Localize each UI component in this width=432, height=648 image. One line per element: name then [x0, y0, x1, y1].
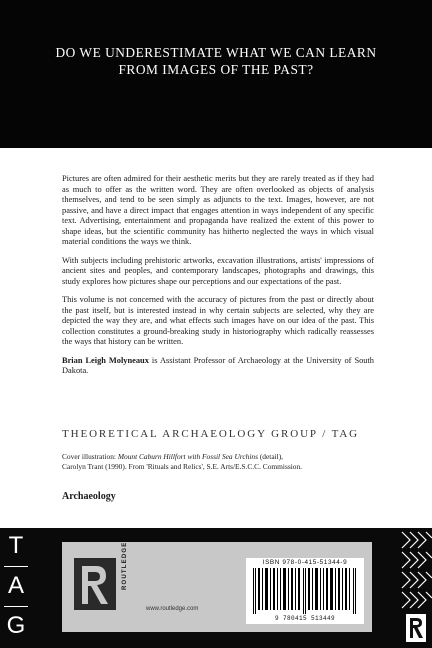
- blurb-paragraph-2: With subjects including prehistoric artworks, excavation illustrations, artists' impressions of ancient sites and peoples, and contemporary landscapes, photographs and drawings, this study explores how pictures shape our perceptions and our expectations of the past.: [62, 255, 374, 286]
- barcode-icon: [252, 568, 358, 614]
- headline-line-2: FROM IMAGES OF THE PAST?: [118, 62, 314, 77]
- credits-prefix: Cover illustration:: [62, 452, 118, 461]
- headline-line-1: DO WE UNDERESTIMATE WHAT WE CAN LEARN: [55, 45, 377, 60]
- routledge-logo-icon: [70, 556, 120, 614]
- publisher-website: www.routledge.com: [146, 606, 199, 612]
- tag-divider: [4, 606, 28, 607]
- cover-credits: [62, 452, 382, 472]
- blurb-paragraph-3: This volume is not concerned with the accuracy of pictures from the past or directly about the past itself, but is interested instead in why certain subjects are selected, why they are depicted the way they are, and what effects such images have on our idea of the past. This collection constitutes a ground-breaking study in historiography which radically reassesses the ways that history can be written.: [62, 295, 374, 346]
- isbn-number: ISBN 978-0-415-51344-9: [262, 559, 348, 566]
- credits-line-2: Carolyn Trant (1990). From 'Rituals and Relics', S.E. Arts/E.S.C.C. Commission.: [62, 462, 302, 471]
- barcode-digits: 9 780415 513449: [274, 615, 335, 622]
- publisher-name: ROUTLEDGE: [122, 541, 128, 590]
- tag-divider: [4, 566, 28, 567]
- tag-letter-a: A: [7, 572, 24, 599]
- blurb-text: [62, 174, 374, 385]
- zigzag-pattern-icon: [400, 528, 432, 614]
- credits-line-1: [62, 452, 382, 462]
- author-bio-text: is Assistant Professor of Archaeology at the University of South Dakota.: [62, 355, 374, 375]
- tag-letter-t: T: [8, 532, 24, 559]
- tag-letter-g: G: [6, 612, 26, 639]
- author-name: Brian Leigh Molyneaux: [62, 355, 149, 365]
- author-bio: [62, 356, 374, 377]
- cover-headline: [0, 44, 432, 78]
- routledge-small-logo-icon: [406, 614, 426, 642]
- blurb-paragraph-1: Pictures are often admired for their aesthetic merits but they are rarely treated as if they had as much to offer as the written word. They are often overlooked as objects of analysis themselves, and tend to be seen simply as adjuncts to the text. Images, however, are not passive, and have a direct impact that engages attention in ways independent of any specific text. Advertising, entertainment and propaganda have realized the extent of this power to shape ideas, but the scientific community has hitherto neglected the ways in which visual material conditions the ways we think.: [62, 174, 374, 246]
- credits-suffix: (detail),: [258, 452, 284, 461]
- subject-category: Archaeology: [62, 491, 116, 502]
- series-name: THEORETICAL ARCHAEOLOGY GROUP / TAG: [62, 428, 360, 440]
- credits-artwork-title: Mount Caburn Hillfort with Fossil Sea Urchins: [117, 452, 258, 461]
